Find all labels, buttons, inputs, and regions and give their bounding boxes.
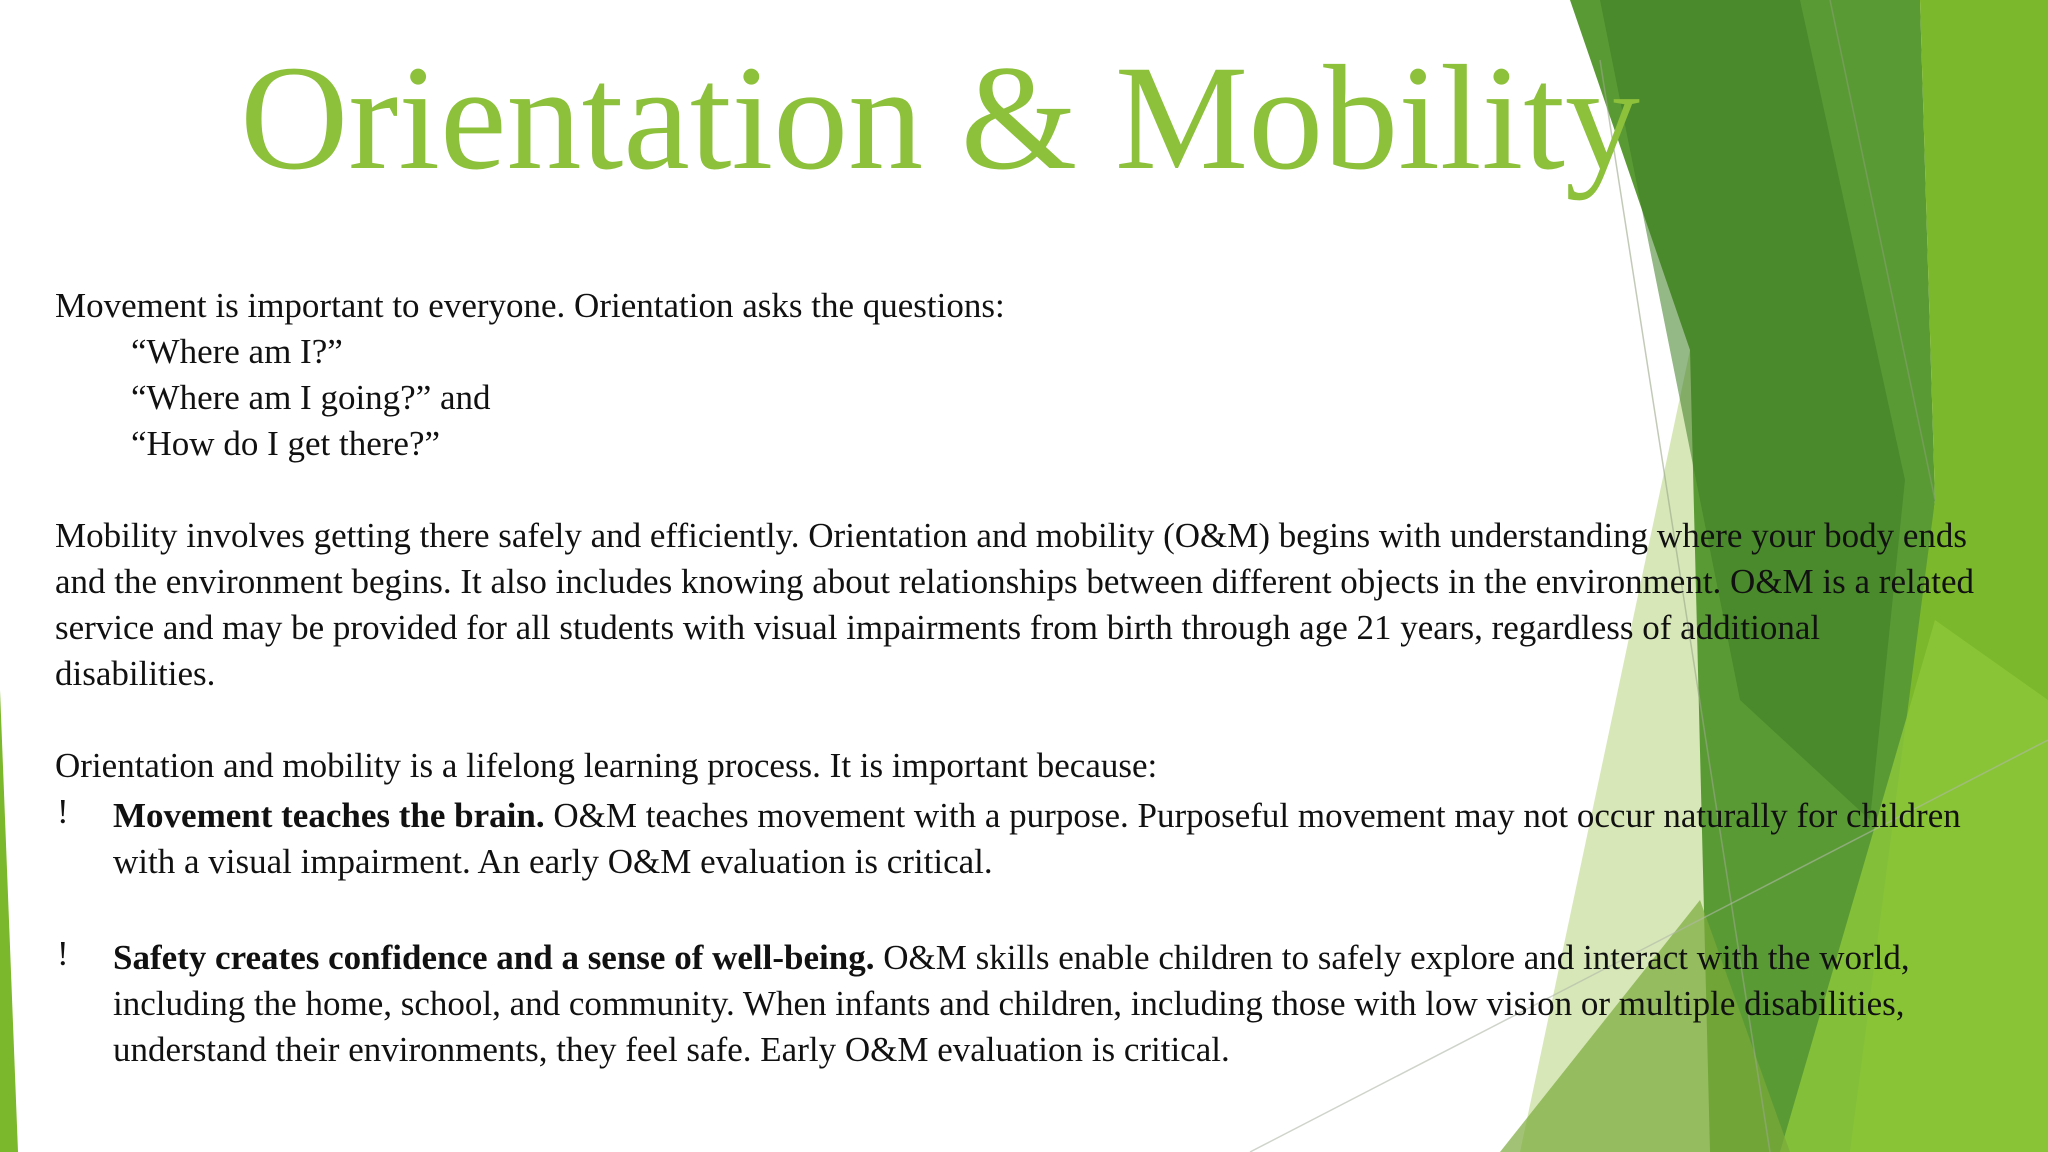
question-2: “Where am I going?” and — [131, 378, 491, 417]
bullet-heading: Movement teaches the brain. — [113, 796, 545, 835]
bullet-marker: ! — [57, 792, 69, 831]
bullet-heading: Safety creates confidence and a sense of well-being. — [113, 938, 875, 977]
slide-title: Orientation & Mobility — [240, 35, 1640, 201]
slide-body — [55, 283, 1985, 1073]
spacer — [55, 467, 1985, 513]
question-3: “How do I get there?” — [131, 424, 441, 463]
left-green-sliver — [0, 690, 18, 1152]
bullet-marker: ! — [57, 934, 69, 973]
mobility-paragraph: Mobility involves getting there safely and efficiently. Orientation and mobility (O&M) begins with understanding where your body ends and the environment begins. It also includes knowing about relationships between different objects in the environment. O&M is a related service and may be provided for all students with visual impairments from birth through age 21 years, regardless of additional disabilities. — [55, 516, 1975, 693]
bullet-text: O&M teaches movement with a purpose. Purposeful movement may not occur naturally for children with a visual impairment. An early O&M evaluation is critical. — [113, 796, 1961, 881]
bullet-item-movement — [55, 793, 1985, 885]
lifelong-text: Orientation and mobility is a lifelong learning process. It is important because: — [55, 746, 1158, 785]
spacer — [55, 697, 1985, 743]
bullet-text: O&M skills enable children to safely explore and interact with the world, including the home, school, and community. When infants and children, including those with low vision or multiple disabilities, understand their environments, they feel safe. Early O&M evaluation is critical. — [113, 938, 1910, 1069]
intro-text: Movement is important to everyone. Orientation asks the questions: — [55, 286, 1005, 325]
question-1: “Where am I?” — [131, 332, 343, 371]
bullet-item-safety — [55, 935, 1985, 1073]
